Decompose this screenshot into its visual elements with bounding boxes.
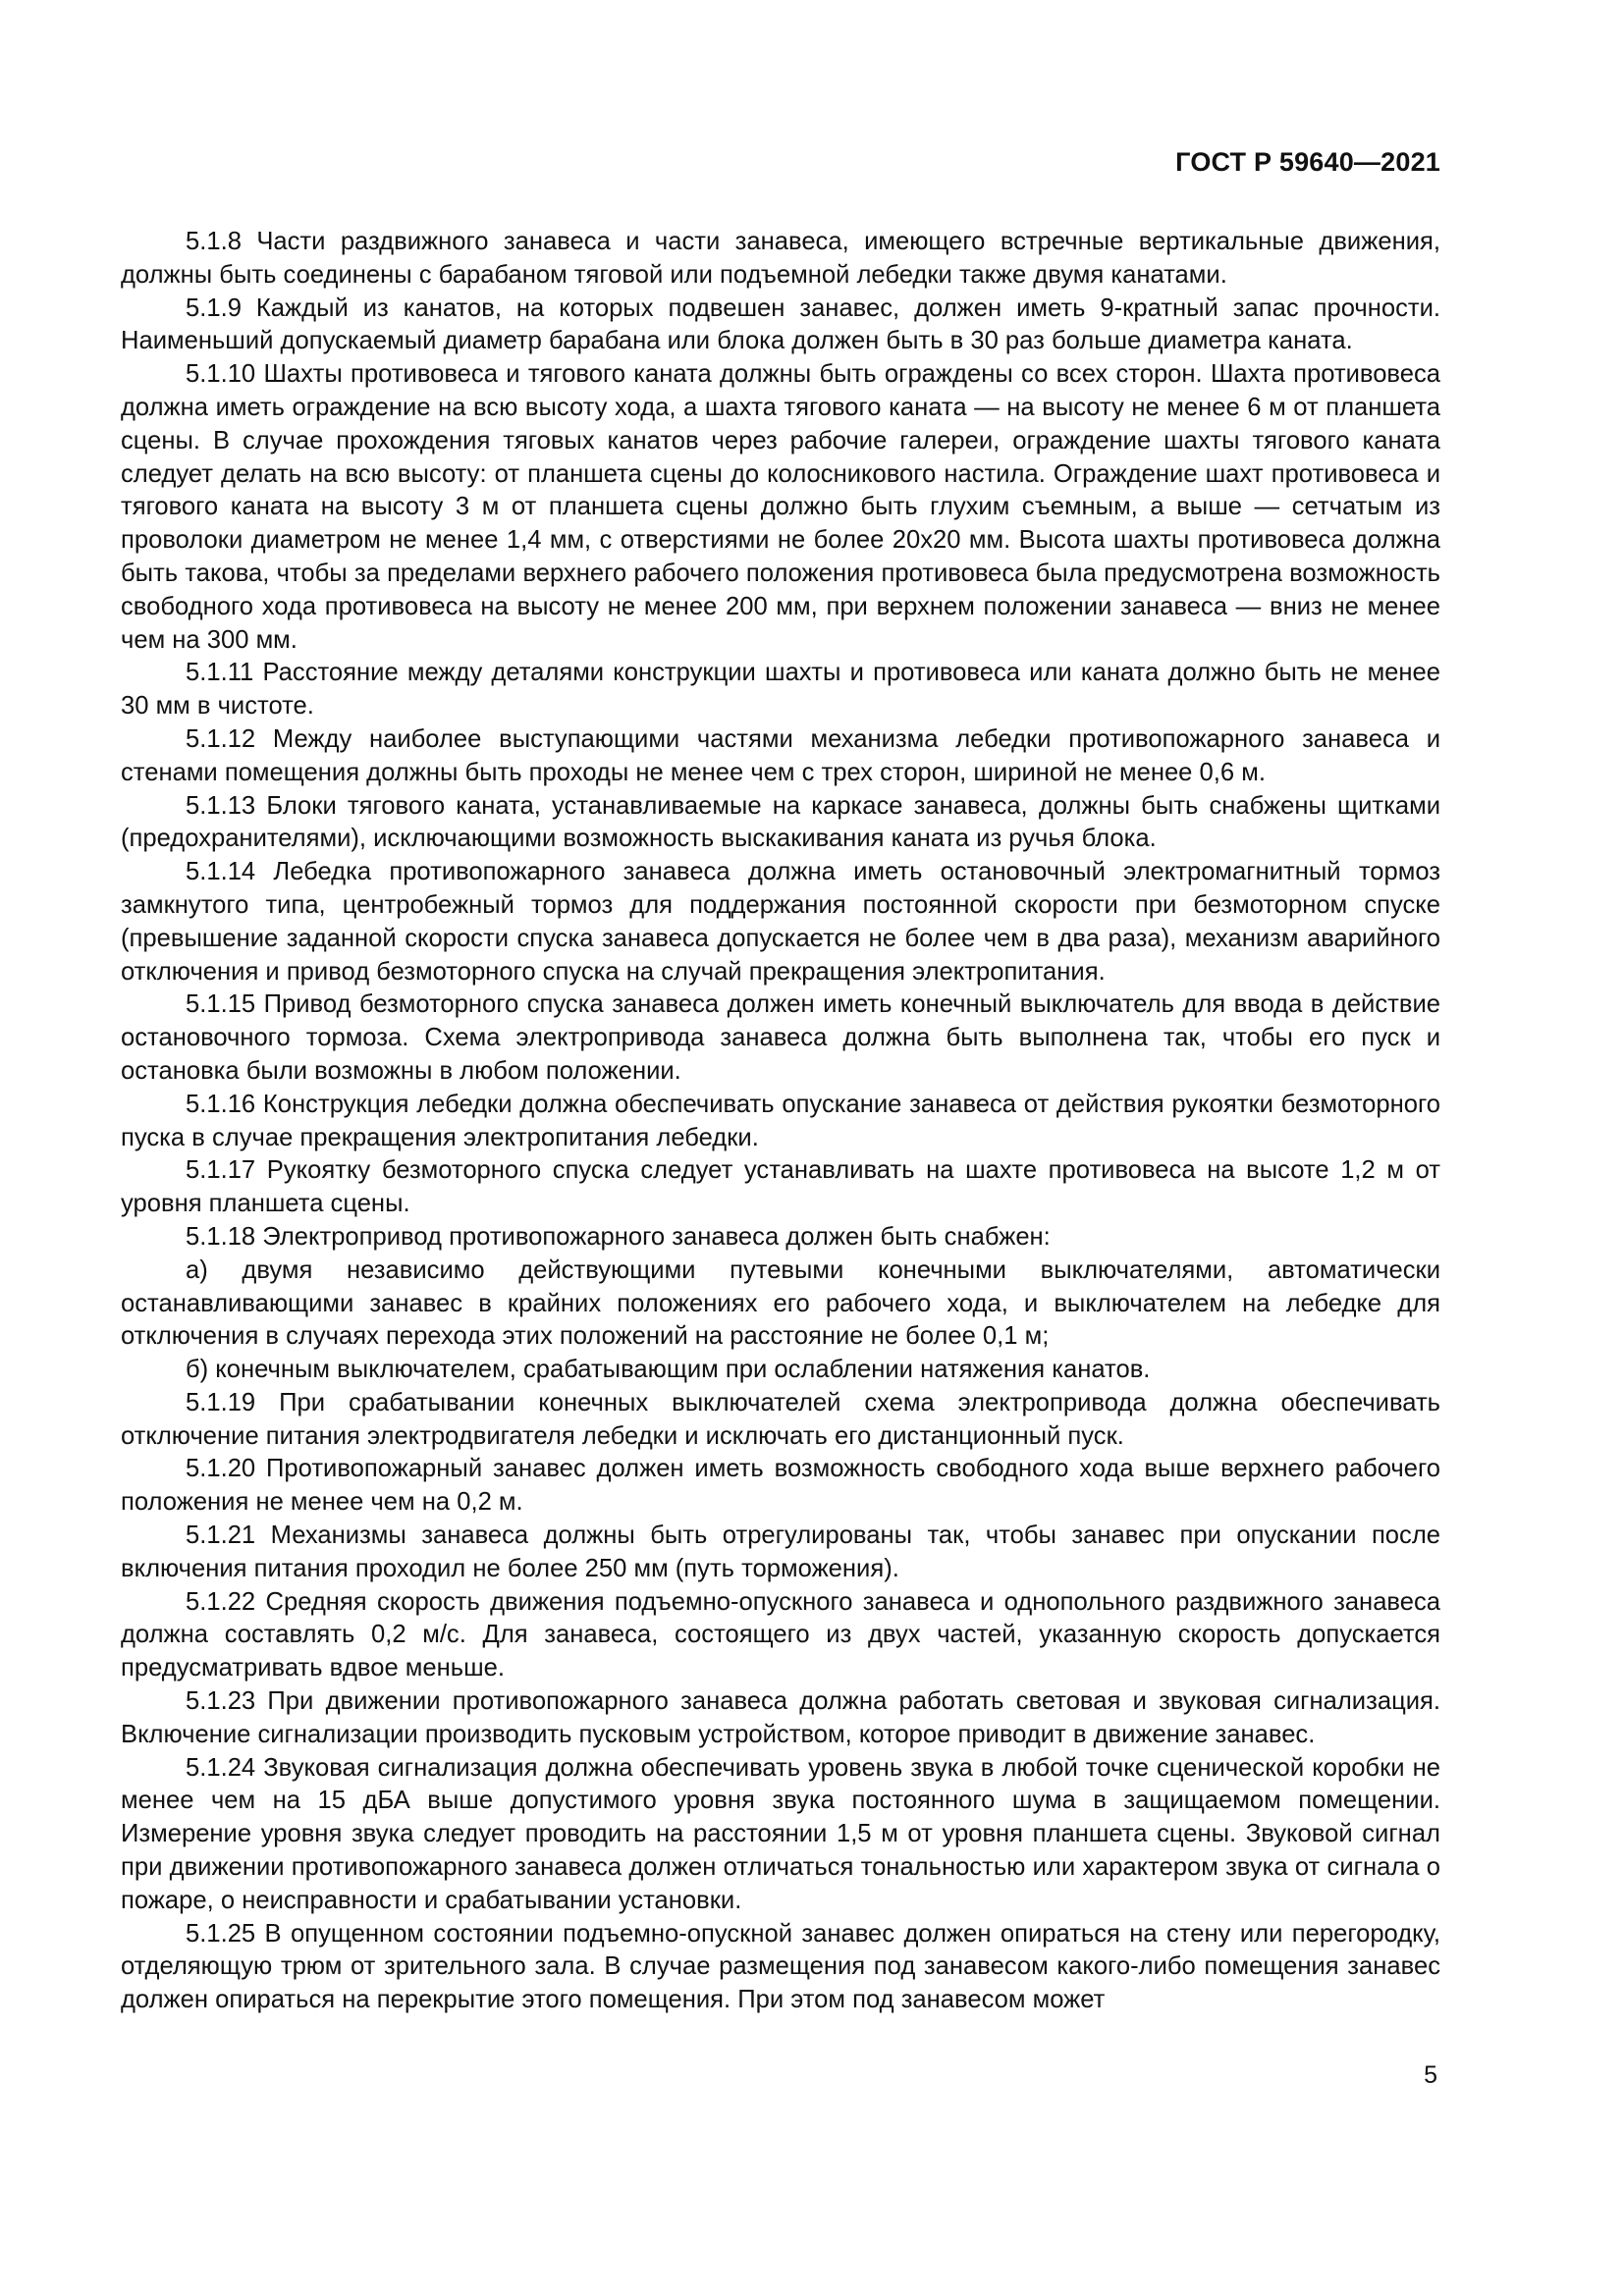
paragraph-5-1-20: 5.1.20 Противопожарный занавес должен иметь возможность свободного хода выше верхнего рабочего положения не менее чем на 0,2 м.	[121, 1455, 1440, 1517]
paragraph-5-1-13: 5.1.13 Блоки тягового каната, устанавливаемые на каркасе занавеса, должны быть снабжены щитками (предохранителями), исключающими возможность выскакивания каната из ручья блока.	[121, 791, 1440, 853]
paragraph-5-1-8: 5.1.8 Части раздвижного занавеса и части занавеса, имеющего встречные вертикальные движения, должны быть соединены с барабаном тяговой или подъемной лебедки также двумя канатами.	[121, 228, 1440, 289]
paragraph-5-1-25: 5.1.25 В опущенном состоянии подъемно-опускной занавес должен опираться на стену или перегородку, отделяющую трюм от зрительного зала. В случае размещения под занавесом какого-либо помещения занавес должен опираться на перекрытие этого помещения. При этом под занавесом может	[121, 1919, 1440, 2014]
paragraph-5-1-23: 5.1.23 При движении противопожарного занавеса должна работать световая и звуковая сигнализация. Включение сигнализации производить пусковым устройством, которое приводит в движение занавес.	[121, 1687, 1440, 1748]
list-item-a: а) двумя независимо действующими путевыми конечными выключателями, автоматически останавливающими занавес в крайних положениях его рабочего хода, и выключателем на лебедке для отключения в случаях перехода этих положений на расстояние не более 0,1 м;	[121, 1255, 1440, 1351]
paragraph-5-1-17: 5.1.17 Рукоятку безмоторного спуска следует устанавливать на шахте противовеса на высоте 1,2 м от уровня планшета сцены.	[121, 1156, 1440, 1218]
paragraph-5-1-24: 5.1.24 Звуковая сигнализация должна обеспечивать уровень звука в любой точке сценической коробки не менее чем на 15 дБА выше допустимого уровня звука постоянного шума в защищаемом помещении. Измерение уровня звука следует проводить на расстоянии 1,5 м от уровня планшета сцены. Звуковой сигнал при движении противопожарного занавеса должен отличаться тональностью или характером звука от сигнала о пожаре, о неисправности и срабатывании установки.	[121, 1753, 1440, 1914]
paragraph-5-1-19: 5.1.19 При срабатывании конечных выключателей схема электропривода должна обеспечивать отключение питания электродвигателя лебедки и исключать его дистанционный пуск.	[121, 1388, 1440, 1450]
page-number: 5	[1424, 2061, 1437, 2089]
paragraph-5-1-22: 5.1.22 Средняя скорость движения подъемно-опускного занавеса и однопольного раздвижного занавеса должна составлять 0,2 м/с. Для занавеса, состоящего из двух частей, указанную скорость допускается предусматривать вдвое меньше.	[121, 1587, 1440, 1682]
paragraph-5-1-21: 5.1.21 Механизмы занавеса должны быть отрегулированы так, чтобы занавес при опускании после включения питания проходил не более 250 мм (путь торможения).	[121, 1522, 1440, 1582]
document-id-header: ГОСТ Р 59640—2021	[1175, 147, 1440, 177]
document-body	[121, 226, 1440, 2017]
paragraph-5-1-14: 5.1.14 Лебедка противопожарного занавеса должна иметь остановочный электромагнитный тормоз замкнутого типа, центробежный тормоз для поддержания постоянной скорости при безмоторном спуске (превышение заданной скорости спуска занавеса допускается не более чем в два раза), механизм аварийного отключения и привод безмоторного спуска на случай прекращения электропитания.	[121, 858, 1440, 986]
paragraph-5-1-16: 5.1.16 Конструкция лебедки должна обеспечивать опускание занавеса от действия рукоятки безмоторного пуска в случае прекращения электропитания лебедки.	[121, 1090, 1440, 1151]
paragraph-5-1-18: 5.1.18 Электропривод противопожарного занавеса должен быть снабжен:	[186, 1222, 1051, 1251]
paragraph-5-1-12: 5.1.12 Между наиболее выступающими частями механизма лебедки противопожарного занавеса и стенами помещения должны быть проходы не менее чем с трех сторон, шириной не менее 0,6 м.	[121, 724, 1440, 786]
paragraph-5-1-15: 5.1.15 Привод безмоторного спуска занавеса должен иметь конечный выключатель для ввода в действие остановочного тормоза. Схема электропривода занавеса должна быть выполнена так, чтобы его пуск и остановка были возможны в любом положении.	[121, 990, 1440, 1085]
paragraph-5-1-11: 5.1.11 Расстояние между деталями конструкции шахты и противовеса или каната должно быть не менее 30 мм в чистоте.	[121, 659, 1440, 721]
list-item-b: б) конечным выключателем, срабатывающим при ослаблении натяжения канатов.	[186, 1356, 1151, 1384]
paragraph-5-1-10: 5.1.10 Шахты противовеса и тягового каната должны быть ограждены со всех сторон. Шахта противовеса должна иметь ограждение на всю высоту хода, а шахта тягового каната — на высоту не менее 6 м от планшета сцены. В случае прохождения тяговых канатов через рабочие галереи, ограждение шахты тягового каната следует делать на всю высоту: от планшета сцены до колосникового настила. Ограждение шахт противовеса и тягового каната на высоту 3 м от планшета сцены должно быть глухим съемным, а выше — сетчатым из проволоки диаметром не менее 1,4 мм, с отверстиями не более 20х20 мм. Высота шахты противовеса должна быть такова, чтобы за пределами верхнего рабочего положения противовеса была предусмотрена возможность свободного хода противовеса на высоту не менее 200 мм, при верхнем положении занавеса — вниз не менее чем на 300 мм.	[121, 360, 1440, 654]
paragraph-5-1-9: 5.1.9 Каждый из канатов, на которых подвешен занавес, должен иметь 9-кратный запас прочности. Наименьший допускаемый диаметр барабана или блока должен быть в 30 раз больше диаметра каната.	[121, 294, 1440, 355]
